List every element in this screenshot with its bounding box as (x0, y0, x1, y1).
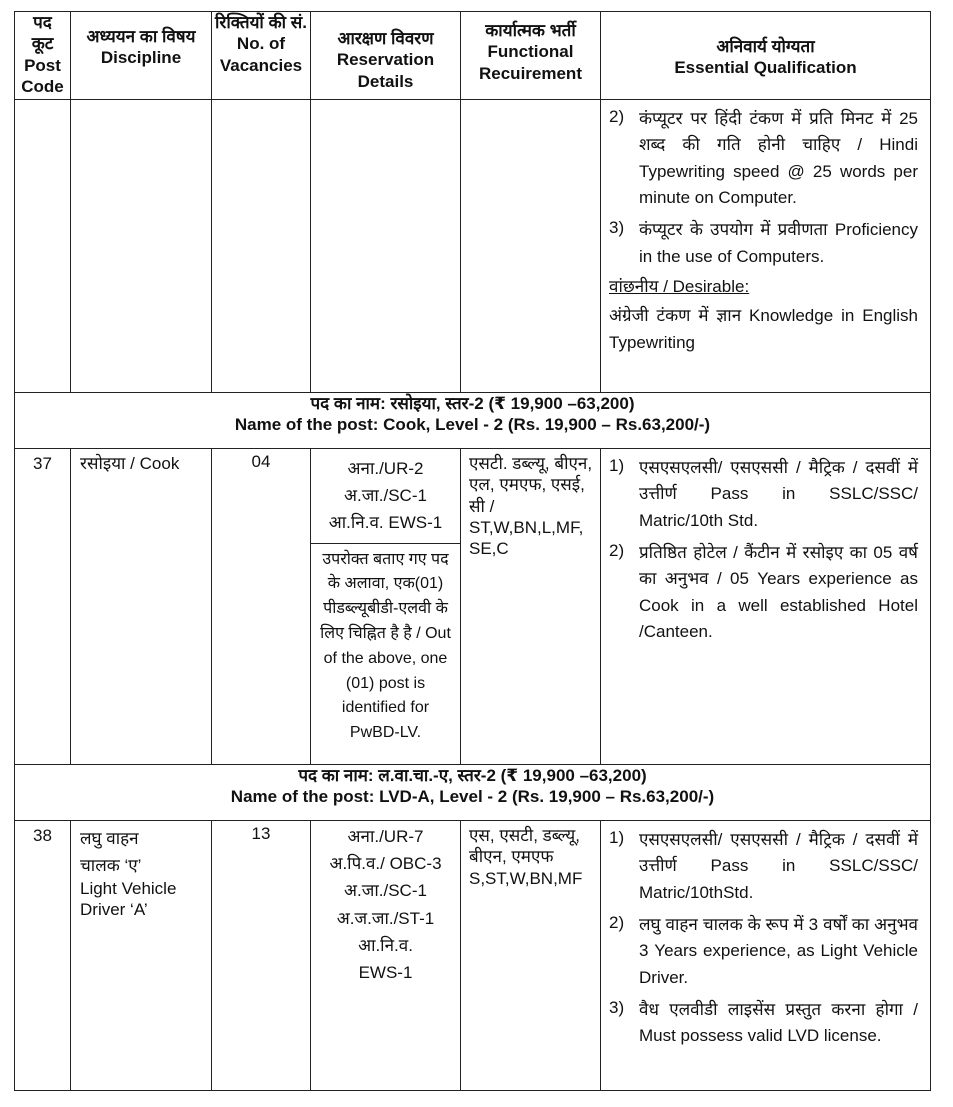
post-title-band-37 (15, 393, 931, 449)
post-code: 37 (15, 449, 71, 765)
pwbd-note: उपरोक्त बताए गए पद के अलावा, एक(01) पीडब्ल्यूबीडी-एलवी के लिए चिह्नित है है / Out of the above, one (01) post is identified for PwBD-LV. (311, 543, 460, 746)
post-title-hi: पद का नाम: ल.वा.चा.-ए, स्तर-2 (₹ 19,900 –63,200) (298, 766, 647, 785)
post-code: 38 (15, 821, 71, 1091)
functional-requirement: एसटी. डब्ल्यू, बीएन, एल, एमएफ, एसई, सी / ST,W,BN,L,MF, SE,C (461, 449, 601, 765)
header-post-code: पद कूट Post Code (15, 12, 71, 100)
discipline: लघु वाहन चालक ‘ए’ Light Vehicle Driver ‘A’ (71, 821, 212, 1091)
desirable-text: अंग्रेजी टंकण में ज्ञान Knowledge in English Typewriting (609, 306, 918, 352)
header-vacancies: रिक्तियों की सं. No. of Vacancies (212, 12, 311, 100)
vacancies: 04 (212, 449, 311, 765)
qualification (601, 449, 931, 765)
header-discipline: अध्ययन का विषय Discipline (71, 12, 212, 100)
post-title-band-38 (15, 765, 931, 821)
header-qualification: अनिवार्य योग्यता Essential Qualification (601, 12, 931, 100)
desirable-label: वांछनीय / Desirable: (609, 277, 750, 297)
post-row-38 (15, 821, 931, 1091)
reservation: अना./UR-2 अ.जा./SC-1 आ.नि.व. EWS-1 उपरोक्त बताए गए पद के अलावा, एक(01) पीडब्ल्यूबीडी-एलवी के लिए चिह्नित है है / Out of the above, one (01) post is identified for PwBD-LV. (311, 449, 461, 765)
reservation: अना./UR-7 अ.पि.व./ OBC-3 अ.जा./SC-1 अ.ज.जा./ST-1 आ.नि.व. EWS-1 (311, 821, 461, 1091)
header-reservation: आरक्षण विवरण Reservation Details (311, 12, 461, 100)
header-functional: कार्यात्मक भर्ती Functional Recuirement (461, 12, 601, 100)
qualification (601, 821, 931, 1091)
list-item: 1) एसएसएलसी/ एसएससी / मैट्रिक / दसवीं में उत्तीर्ण Pass in SSLC/SSC/ Matric/10thStd. (609, 828, 918, 902)
post-title-en: Name of the post: LVD-A, Level - 2 (Rs. 19,900 – Rs.63,200/-) (230, 787, 715, 807)
post-title-en: Name of the post: Cook, Level - 2 (Rs. 19,900 – Rs.63,200/-) (234, 415, 711, 435)
header-row (15, 12, 931, 100)
list-item: 2) कंप्यूटर पर हिंदी टंकण में प्रति मिनट में 25 शब्द की गति होनी चाहिए / Hindi Typewriting speed @ 25 words per minute on Computer. (609, 107, 918, 208)
continued-qualification (601, 100, 931, 393)
list-item: 2) प्रतिष्ठित होटेल / कैंटीन में रसोइए का 05 वर्ष का अनुभव / 05 Years experience as Cook in a well established Hotel /Canteen. (609, 541, 918, 642)
list-item: 3) वैध एलवीडी लाइसेंस प्रस्तुत करना होगा / Must possess valid LVD license. (609, 998, 918, 1046)
continued-row (15, 100, 931, 393)
list-item: 3) कंप्यूटर के उपयोग में प्रवीणता Proficiency in the use of Computers. (609, 218, 918, 266)
post-row-37 (15, 449, 931, 765)
vacancies: 13 (212, 821, 311, 1091)
post-title-hi: पद का नाम: रसोइया, स्तर-2 (₹ 19,900 –63,200) (310, 394, 635, 413)
discipline: रसोइया / Cook (71, 449, 212, 765)
recruitment-table (14, 11, 931, 1091)
list-item: 1) एसएसएलसी/ एसएससी / मैट्रिक / दसवीं में उत्तीर्ण Pass in SSLC/SSC/ Matric/10th Std. (609, 456, 918, 530)
list-item: 2) लघु वाहन चालक के रूप में 3 वर्षों का अनुभव 3 Years experience, as Light Vehicle Driver. (609, 913, 918, 987)
functional-requirement: एस, एसटी, डब्ल्यू, बीएन, एमएफ S,ST,W,BN,MF (461, 821, 601, 1091)
